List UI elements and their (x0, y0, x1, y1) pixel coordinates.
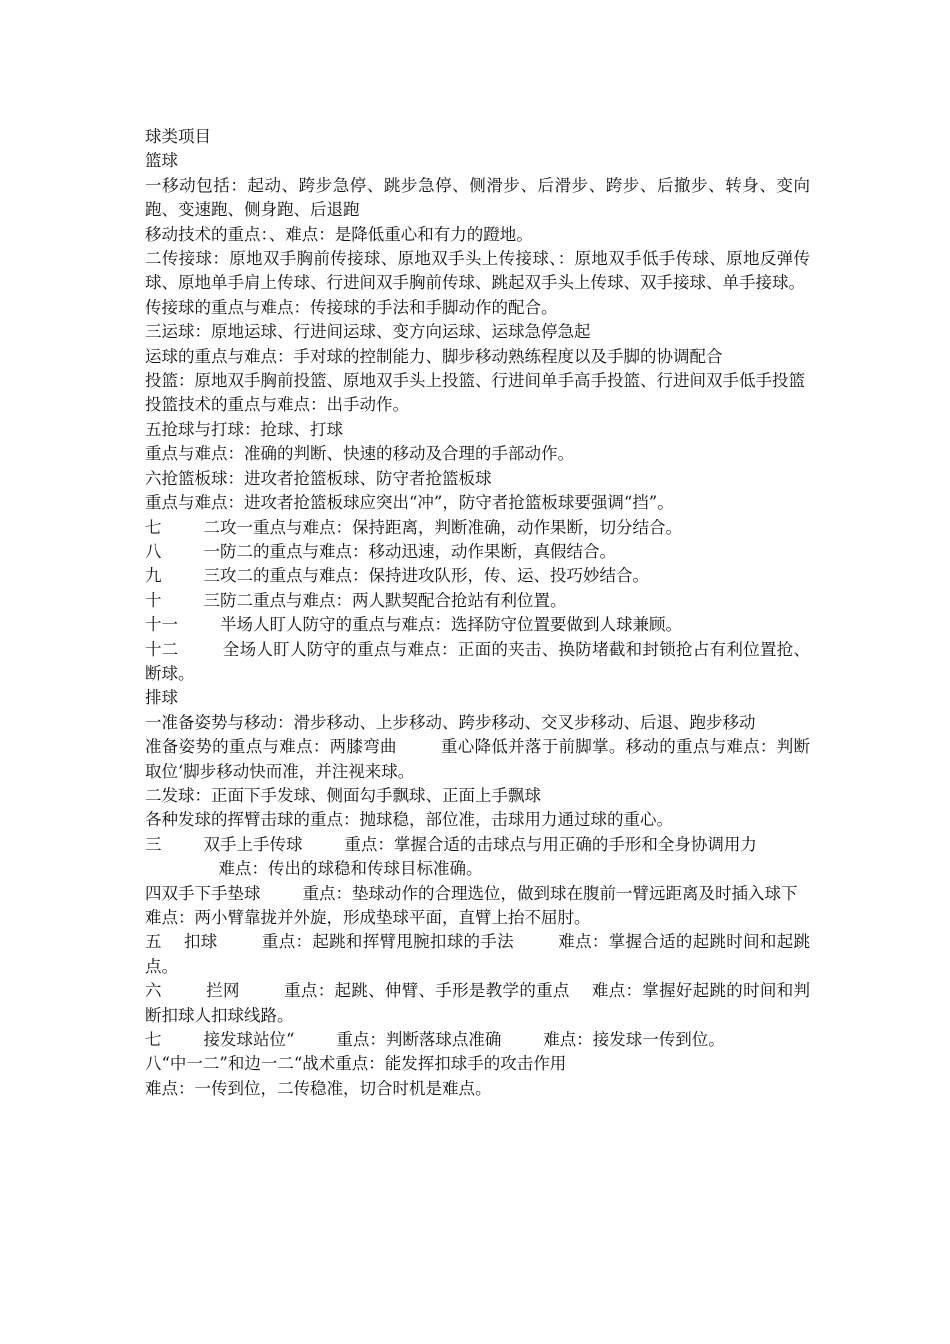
paragraph-3v2: 九 三攻二的重点与难点：保持进攻队形，传、运、投巧妙结合。 (145, 566, 649, 586)
paragraph-tactics-difficulty: 难点：一传到位，二传稳准，切合时机是难点。 (145, 1078, 492, 1098)
paragraph-serve-keypoints: 各种发球的挥臂击球的重点：抛球稳，部位准，击球用力通过球的重心。 (145, 810, 673, 830)
paragraph-movement-keypoints: 移动技术的重点：、难点：是降低重心和有力的蹬地。 (145, 224, 533, 244)
paragraph-shooting: 投篮：原地双手胸前投篮、原地双手头上投篮、行进间单手高手投篮、行进间双手低手投篮 (145, 371, 805, 391)
section-heading-basketball: 篮球 (145, 151, 178, 171)
paragraph-spike: 五 扣球 重点：起跳和挥臂甩腕扣球的手法 难点：掌握合适的起跳时间和起跳点。 (145, 932, 810, 976)
paragraph-fullcourt-defense: 十二 全场人盯人防守的重点与难点：正面的夹击、换防堵截和封锁抢占有利位置抢、断球。 (145, 639, 810, 683)
paragraph-serve-receive: 七 接发球站位“ 重点：判断落球点准确 难点：接发球一传到位。 (145, 1030, 725, 1050)
paragraph-overhand-set-difficulty: 难点：传出的球稳和传球目标准确。 (145, 859, 483, 879)
paragraph-1v2: 八 一防二的重点与难点：移动迅速，动作果断，真假结合。 (145, 541, 616, 561)
paragraph-passing: 二传接球：原地双手胸前传接球、原地双手头上传接球、：原地双手低手传球、原地反弹传球、原地单手肩上传球、行进间双手胸前传球、跳起双手头上传球、双手接球、单手接球。 (145, 249, 810, 293)
paragraph-shooting-keypoints: 投篮技术的重点与难点：出手动作。 (145, 395, 409, 415)
paragraph-rebound: 六抢篮板球：进攻者抢篮板球、防守者抢篮板球 (145, 468, 492, 488)
paragraph-underhand-pass: 四双手下手垫球 重点：垫球动作的合理选位，做到球在腹前一臂远距离及时插入球下 (145, 883, 798, 903)
paragraph-tactics: 八“中一二”和边一二“战术重点：能发挥扣球手的攻击作用 (145, 1054, 567, 1074)
paragraph-movement: 一移动包括：起动、跨步急停、跳步急停、侧滑步、后滑步、跨步、后撤步、转身、变向跑、变速跑、侧身跑、后退跑 (145, 175, 810, 220)
paragraph-steal-keypoints: 重点与难点：准确的判断、快速的移动及合理的手部动作。 (145, 444, 574, 464)
paragraph-steal: 五抢球与打球：抢球、打球 (145, 419, 343, 439)
paragraph-2v1: 七 二攻一重点与难点：保持距离，判断准确，动作果断，切分结合。 (145, 517, 682, 537)
paragraph-rebound-keypoints: 重点与难点：进攻者抢篮板球应突出“冲”，防守者抢篮板球要强调“挡”。 (145, 493, 674, 513)
document-title: 球类项目 (145, 127, 211, 146)
paragraph-serve: 二发球：正面下手发球、侧面勾手飘球、正面上手飘球 (145, 785, 541, 805)
paragraph-underhand-pass-difficulty: 难点：两小臂靠拢并外旋，形成垫球平面，直臂上抬不屈肘。 (145, 908, 591, 927)
section-heading-volleyball: 排球 (145, 688, 178, 708)
paragraph-overhand-set: 三 双手上手传球 重点：掌握合适的击球点与用正确的手形和全身协调用力 (145, 834, 757, 854)
paragraph-passing-keypoints: 传接球的重点与难点：传接球的手法和手脚动作的配合。 (145, 297, 558, 317)
paragraph-dribbling: 三运球：原地运球、行进间运球、变方向运球、运球急停急起 (145, 322, 591, 342)
document-body (145, 125, 831, 1101)
paragraph-3v2-defense: 十 三防二重点与难点：两人默契配合抢站有利位置。 (145, 590, 567, 610)
paragraph-dribbling-keypoints: 运球的重点与难点：手对球的控制能力、脚步移动熟练程度以及手脚的协调配合 (145, 346, 723, 366)
paragraph-ready-stance: 一准备姿势与移动：滑步移动、上步移动、跨步移动、交叉步移动、后退、跑步移动 (145, 712, 756, 732)
paragraph-halfcourt-defense: 十一 半场人盯人防守的重点与难点：选择防守位置要做到人球兼顾。 (145, 615, 682, 635)
paragraph-ready-stance-keypoints: 准备姿势的重点与难点：两膝弯曲 重心降低并落于前脚掌。移动的重点与难点：判断 取位‘脚步移动快而准，并注视来球。 (145, 737, 831, 781)
paragraph-block: 六 拦网 重点：起跳、伸臂、手形是教学的重点 难点：掌握好起跳的时间和判断扣球人扣球线路。 (145, 981, 810, 1025)
